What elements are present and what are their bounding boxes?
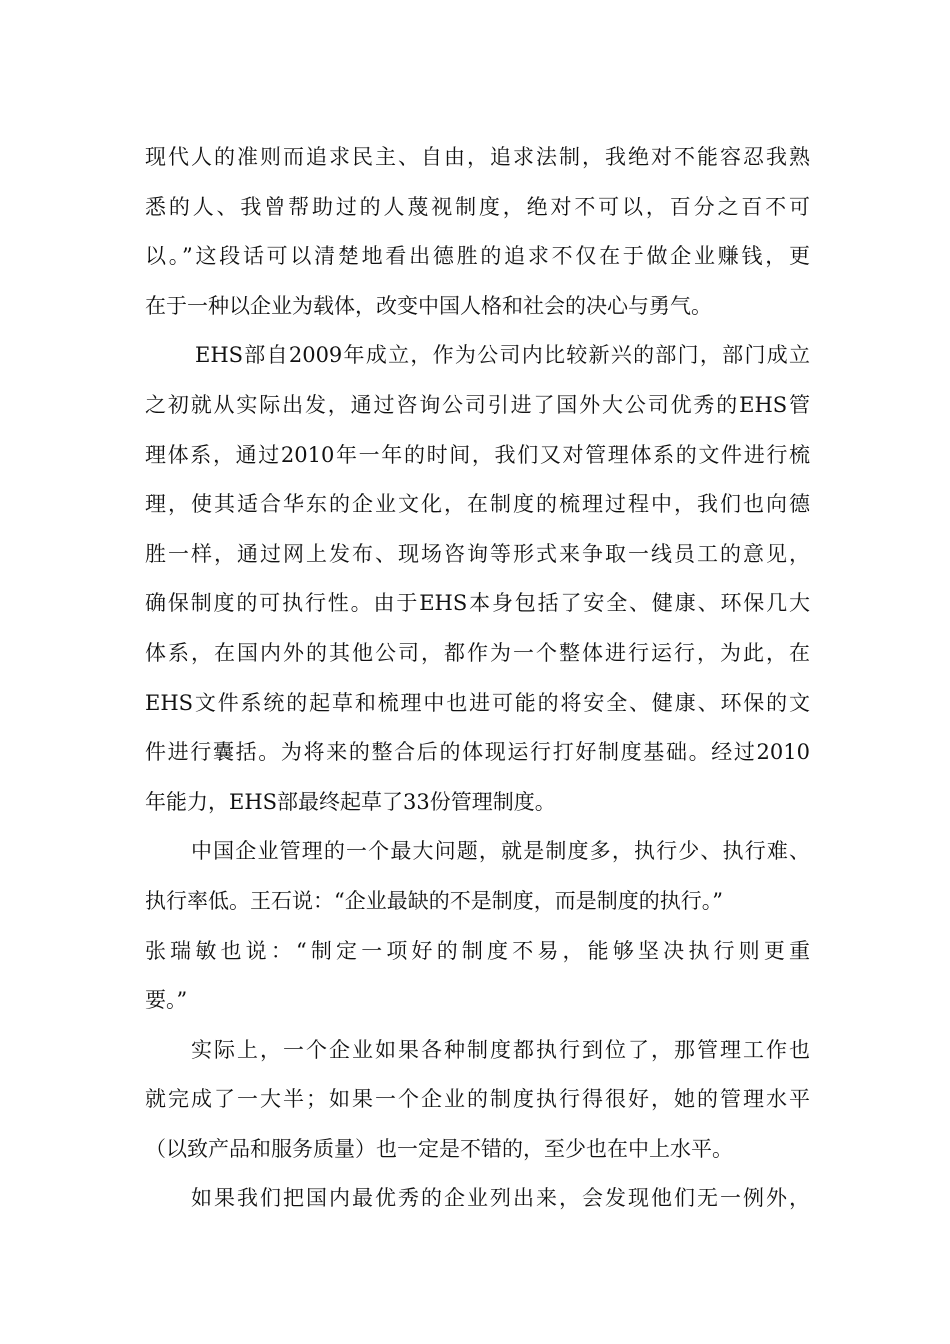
text-line: 中国企业管理的一个最大问题，就是制度多，执行少、执行难、 <box>191 839 810 864</box>
text-line: 悉的人、我曾帮助过的人蔑视制度，绝对不可以，百分之百不可 <box>145 194 810 219</box>
text-line: 确保制度的可执行性。由于EHS本身包括了安全、健康、环保几大 <box>145 591 810 616</box>
text-line: 实际上，一个企业如果各种制度都执行到位了，那管理工作也 <box>191 1037 810 1062</box>
text-line: 之初就从实际出发，通过咨询公司引进了国外大公司优秀的EHS管 <box>145 392 810 417</box>
text-line: 在于一种以企业为载体，改变中国人格和社会的决心与勇气。 <box>145 293 712 318</box>
text-line: 胜一样，通过网上发布、现场咨询等形式来争取一线员工的意见， <box>145 541 810 566</box>
text-line: （以致产品和服务质量）也一定是不错的，至少也在中上水平。 <box>145 1136 733 1161</box>
text-line: 体系，在国内外的其他公司，都作为一个整体进行运行，为此，在 <box>145 640 810 665</box>
text-line: 要。” <box>145 988 188 1013</box>
text-line: 理体系，通过2010年一年的时间，我们又对管理体系的文件进行梳 <box>145 442 810 467</box>
text-line: 就完成了一大半；如果一个企业的制度执行得很好，她的管理水平 <box>145 1087 810 1112</box>
text-line: 年能力，EHS部最终起草了33份管理制度。 <box>145 789 556 814</box>
text-line: 现代人的准则而追求民主、自由，追求法制，我绝对不能容忍我熟 <box>145 145 810 169</box>
text-line: EHS部自2009年成立，作为公司内比较新兴的部门，部门成立 <box>195 343 810 368</box>
text-line: 如果我们把国内最优秀的企业列出来，会发现他们无一例外， <box>191 1186 810 1211</box>
body-text <box>145 133 810 1224</box>
text-line: 执行率低。王石说：“企业最缺的不是制度，而是制度的执行。” <box>145 888 723 913</box>
text-line: EHS文件系统的起草和梳理中也进可能的将安全、健康、环保的文 <box>145 690 810 715</box>
text-line: 以。”这段话可以清楚地看出德胜的追求不仅在于做企业赚钱，更 <box>145 244 810 269</box>
text-line: 件进行囊括。为将来的整合后的体现运行打好制度基础。经过2010 <box>145 740 810 765</box>
text-line: 张瑞敏也说：“制定一项好的制度不易，能够坚决执行则更重 <box>145 938 810 963</box>
text-line: 理，使其适合华东的企业文化，在制度的梳理过程中，我们也向德 <box>145 492 810 517</box>
